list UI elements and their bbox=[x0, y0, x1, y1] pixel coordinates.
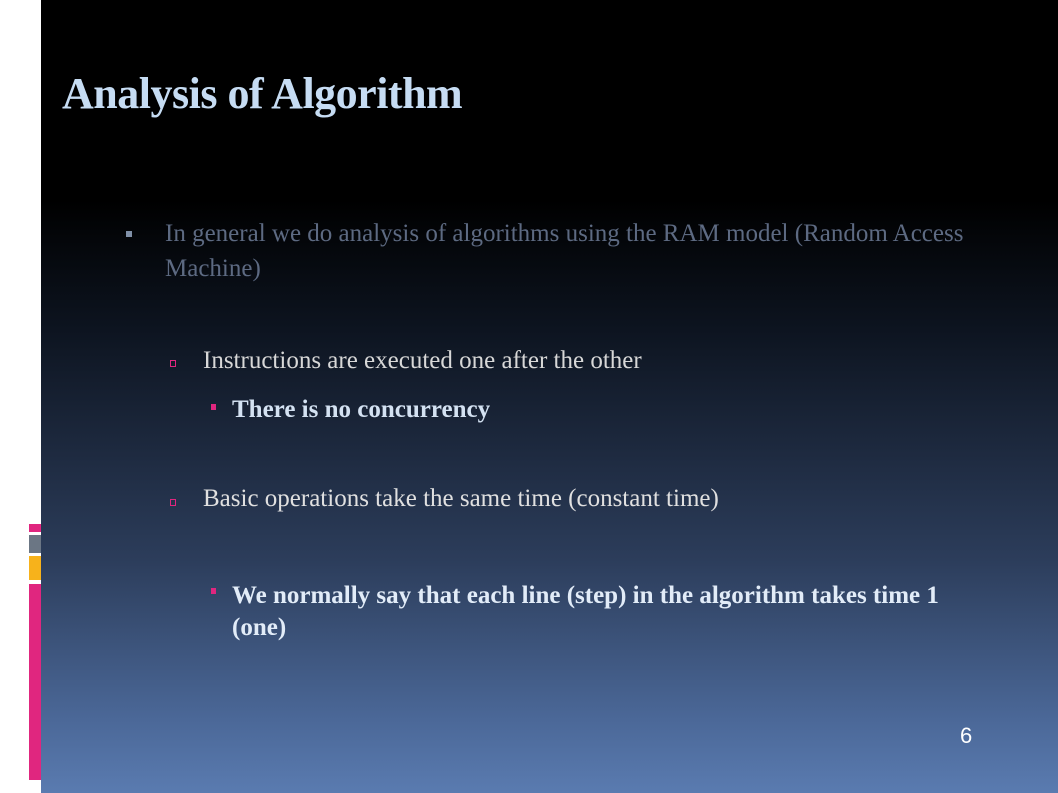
accent-bar-gray bbox=[29, 535, 41, 553]
bullet-marker-level2 bbox=[170, 360, 176, 367]
bullet-level3-line-time: We normally say that each line (step) in the algorithm takes time 1 (one) bbox=[232, 582, 939, 641]
bullet-level2-instructions: Instructions are executed one after the other bbox=[203, 347, 642, 374]
bullet-level2-basic-operations: Basic operations take the same time (constant time) bbox=[203, 485, 719, 512]
slide-title: Analysis of Algorithm bbox=[62, 69, 463, 118]
page-number: 6 bbox=[960, 723, 973, 748]
title-stripes-decoration bbox=[20, 45, 44, 135]
bullet-marker-level3 bbox=[211, 588, 216, 594]
accent-bar-pink-long bbox=[29, 584, 41, 780]
accent-bar-yellow bbox=[29, 556, 41, 580]
bullet-level3-no-concurrency: There is no concurrency bbox=[232, 396, 491, 423]
bullet-marker-level1 bbox=[126, 231, 132, 237]
bullet-marker-level2 bbox=[170, 499, 176, 506]
bullet-marker-level3 bbox=[211, 404, 216, 410]
bullet-level1-ram-model: In general we do analysis of algorithms using the RAM model (Random Access Machine) bbox=[165, 220, 964, 282]
accent-bar-pink-top bbox=[29, 524, 41, 532]
